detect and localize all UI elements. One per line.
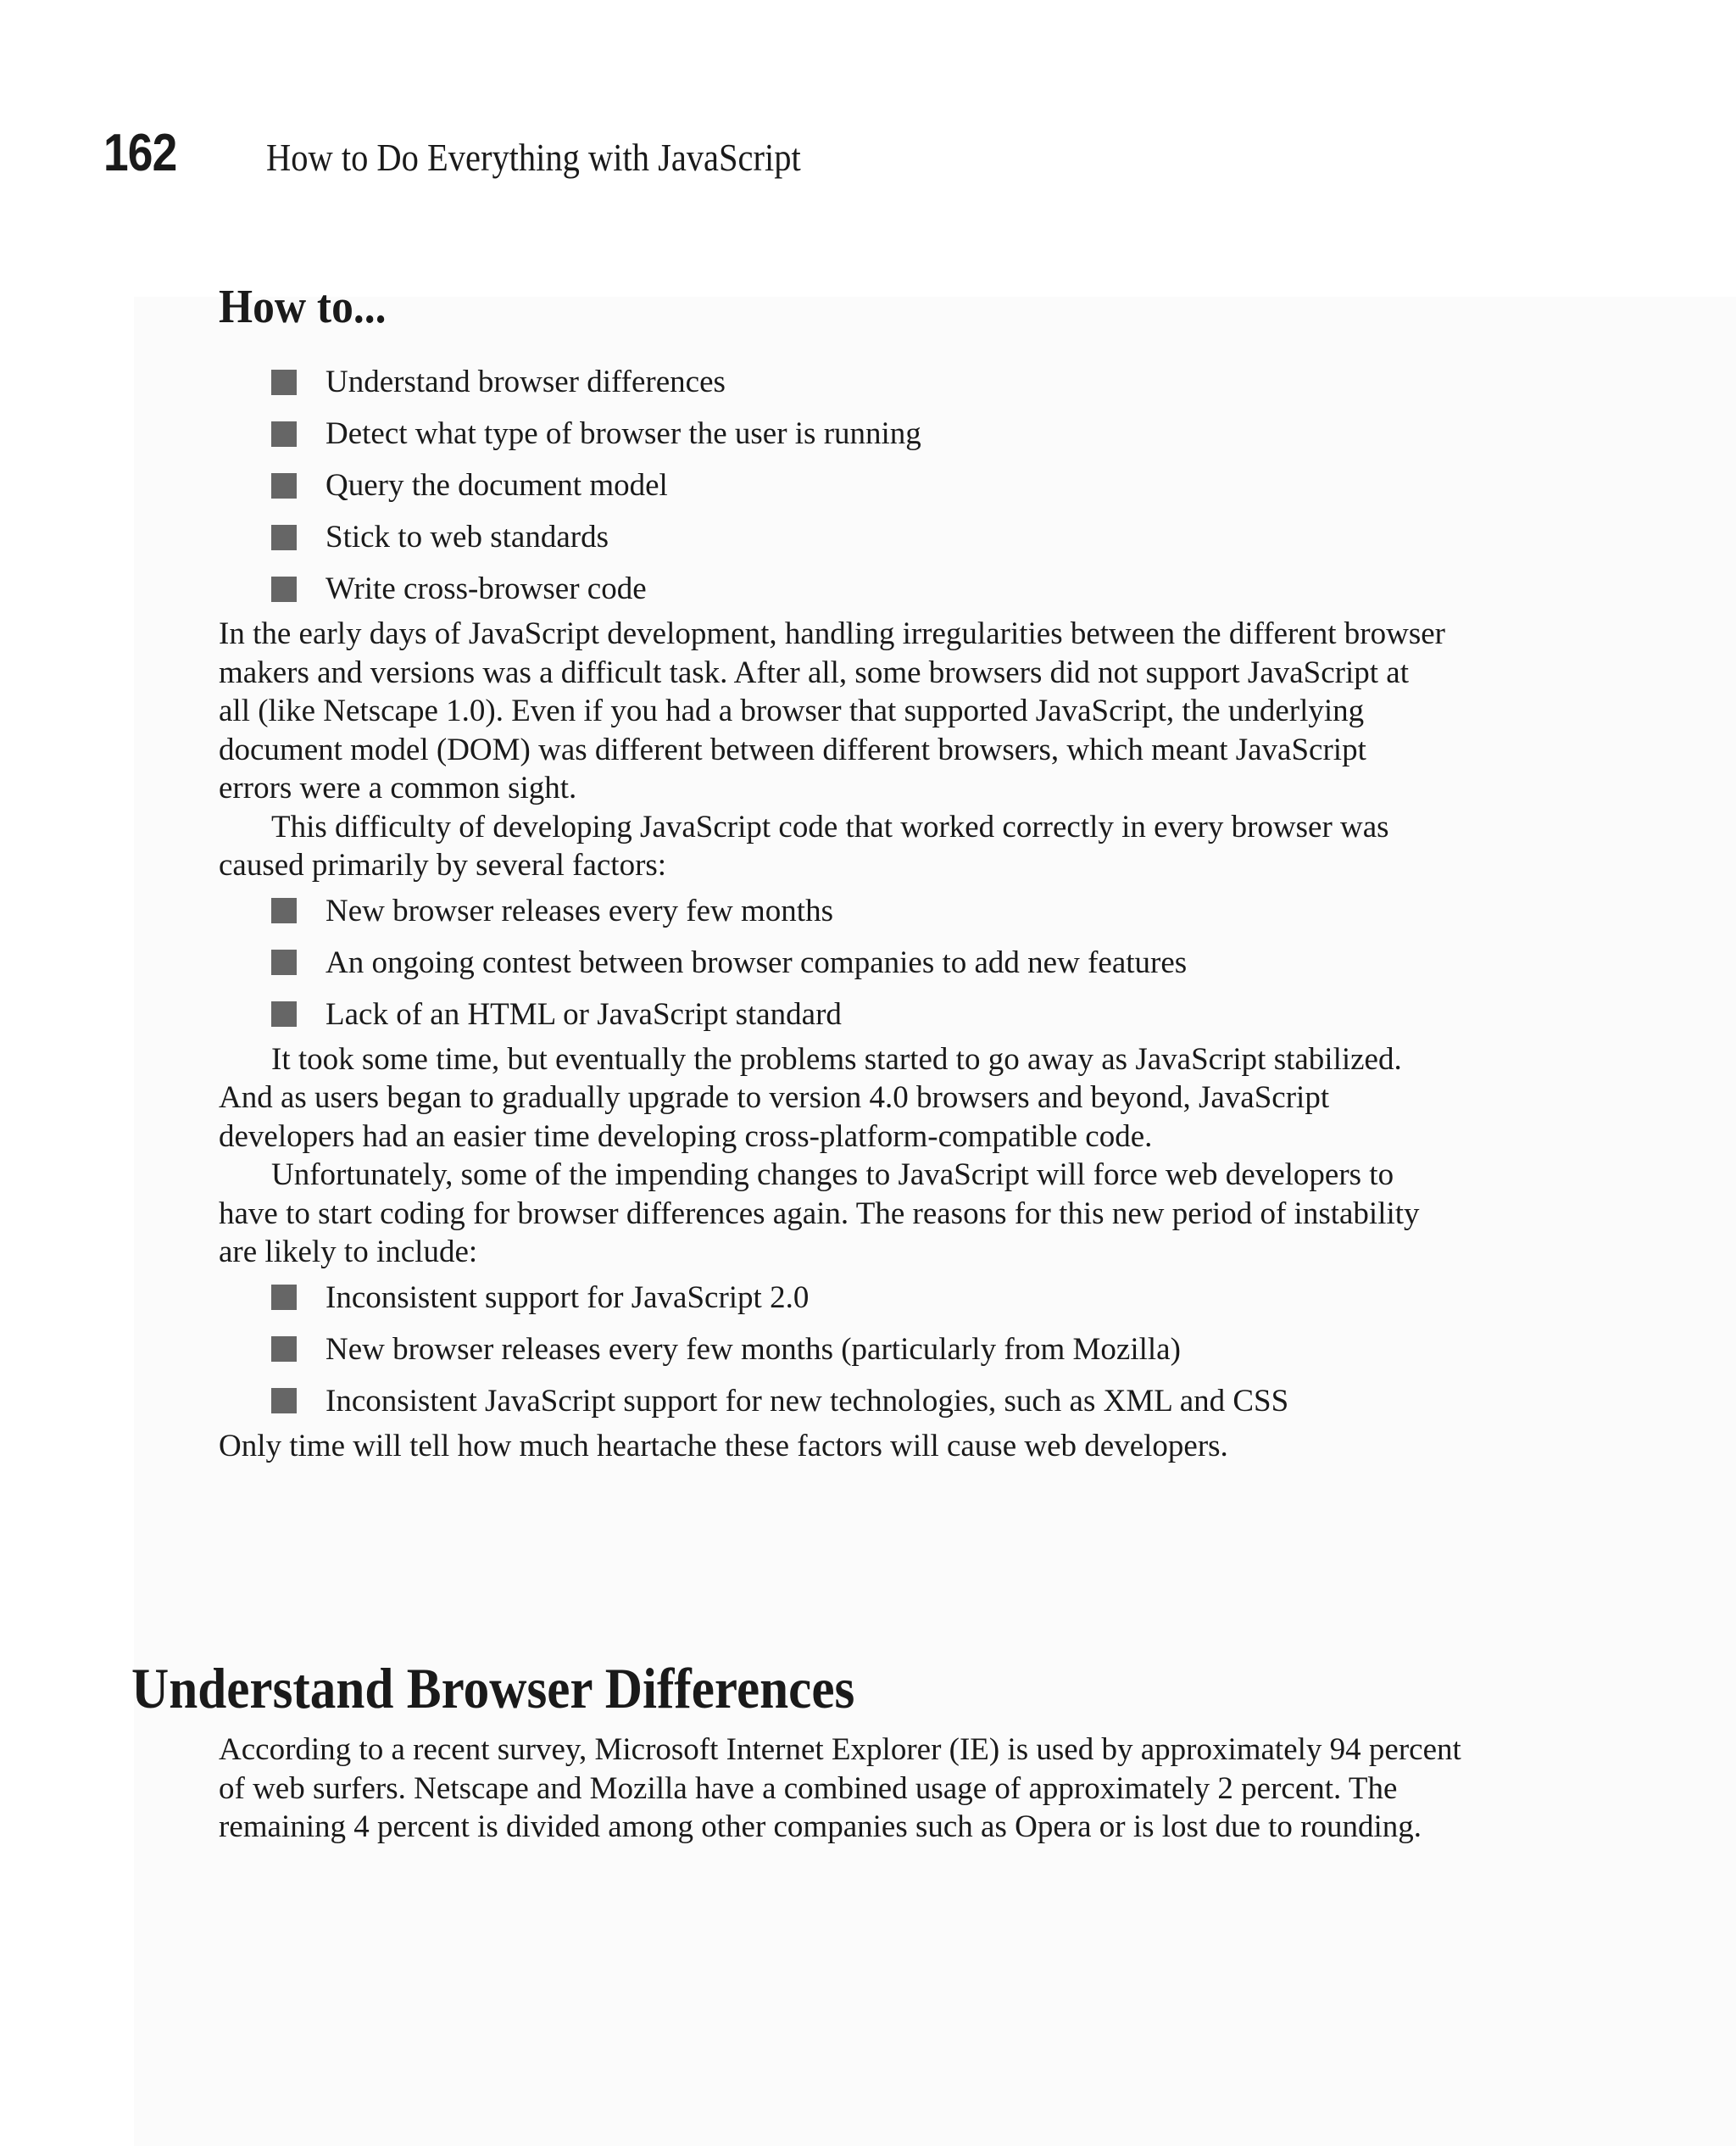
list-item: Detect what type of browser the user is running — [219, 408, 1490, 460]
square-bullet-icon — [271, 577, 297, 602]
reasons-list — [219, 1272, 1490, 1427]
paragraph-difficulty: This difficulty of developing JavaScript code that worked correctly in every browser was caused primarily by several factors: — [219, 809, 1389, 883]
square-bullet-icon — [271, 525, 297, 550]
square-bullet-icon — [271, 1001, 297, 1027]
list-item: New browser releases every few months (particularly from Mozilla) — [219, 1324, 1490, 1375]
howto-heading: How to... — [219, 281, 387, 333]
paragraph-unfortunately: Unfortunately, some of the impending changes to JavaScript will force web developers to have to start coding for browser differences again. The reasons for this new period of instability are likely to include: — [219, 1157, 1420, 1269]
square-bullet-icon — [271, 898, 297, 923]
list-item: Write cross-browser code — [219, 563, 1490, 615]
paragraph-intro: In the early days of JavaScript development, handling irregularities between the different browser makers and versions was a difficult task. After all, some browsers did not support JavaScript at all (like Netscape 1.0). Even if you had a browser that supported JavaScript, the underlying document model (DOM) was different between different browsers, which meant JavaScript errors were a common sight. — [219, 616, 1445, 805]
section-heading: Understand Browser Differences — [131, 1656, 855, 1720]
list-item: Inconsistent JavaScript support for new technologies, such as XML and CSS — [219, 1375, 1490, 1427]
page-content — [219, 271, 1490, 1465]
list-item: Lack of an HTML or JavaScript standard — [219, 989, 1490, 1040]
paragraph-stabilized: It took some time, but eventually the problems started to go away as JavaScript stabilized. And as users began to gradually upgrade to version 4.0 browsers and beyond, JavaScript developers had an easier time developing cross-platform-compatible code. — [219, 1041, 1402, 1154]
square-bullet-icon — [271, 1388, 297, 1413]
running-title: How to Do Everything with JavaScript — [266, 136, 801, 179]
list-item: Query the document model — [219, 460, 1490, 511]
paragraph-conclusion: Only time will tell how much heartache these factors will cause web developers. — [219, 1428, 1228, 1463]
square-bullet-icon — [271, 950, 297, 975]
square-bullet-icon — [271, 1285, 297, 1310]
howto-list — [219, 356, 1490, 615]
page-number: 162 — [103, 124, 177, 182]
list-item: Understand browser differences — [219, 356, 1490, 408]
square-bullet-icon — [271, 473, 297, 499]
factors-list — [219, 885, 1490, 1040]
paragraph-survey: According to a recent survey, Microsoft Internet Explorer (IE) is used by approximately 94 percent of web surfers. Netscape and Mozilla have a combined usage of approximately 2 percent. The remaining 4 percent is divided among other companies such as Opera or is lost due to rounding. — [219, 1732, 1461, 1844]
list-item: Stick to web standards — [219, 511, 1490, 563]
square-bullet-icon — [271, 421, 297, 447]
square-bullet-icon — [271, 1336, 297, 1362]
square-bullet-icon — [271, 370, 297, 395]
list-item: An ongoing contest between browser companies to add new features — [219, 937, 1490, 989]
list-item: Inconsistent support for JavaScript 2.0 — [219, 1272, 1490, 1324]
list-item: New browser releases every few months — [219, 885, 1490, 937]
running-header — [103, 123, 874, 191]
